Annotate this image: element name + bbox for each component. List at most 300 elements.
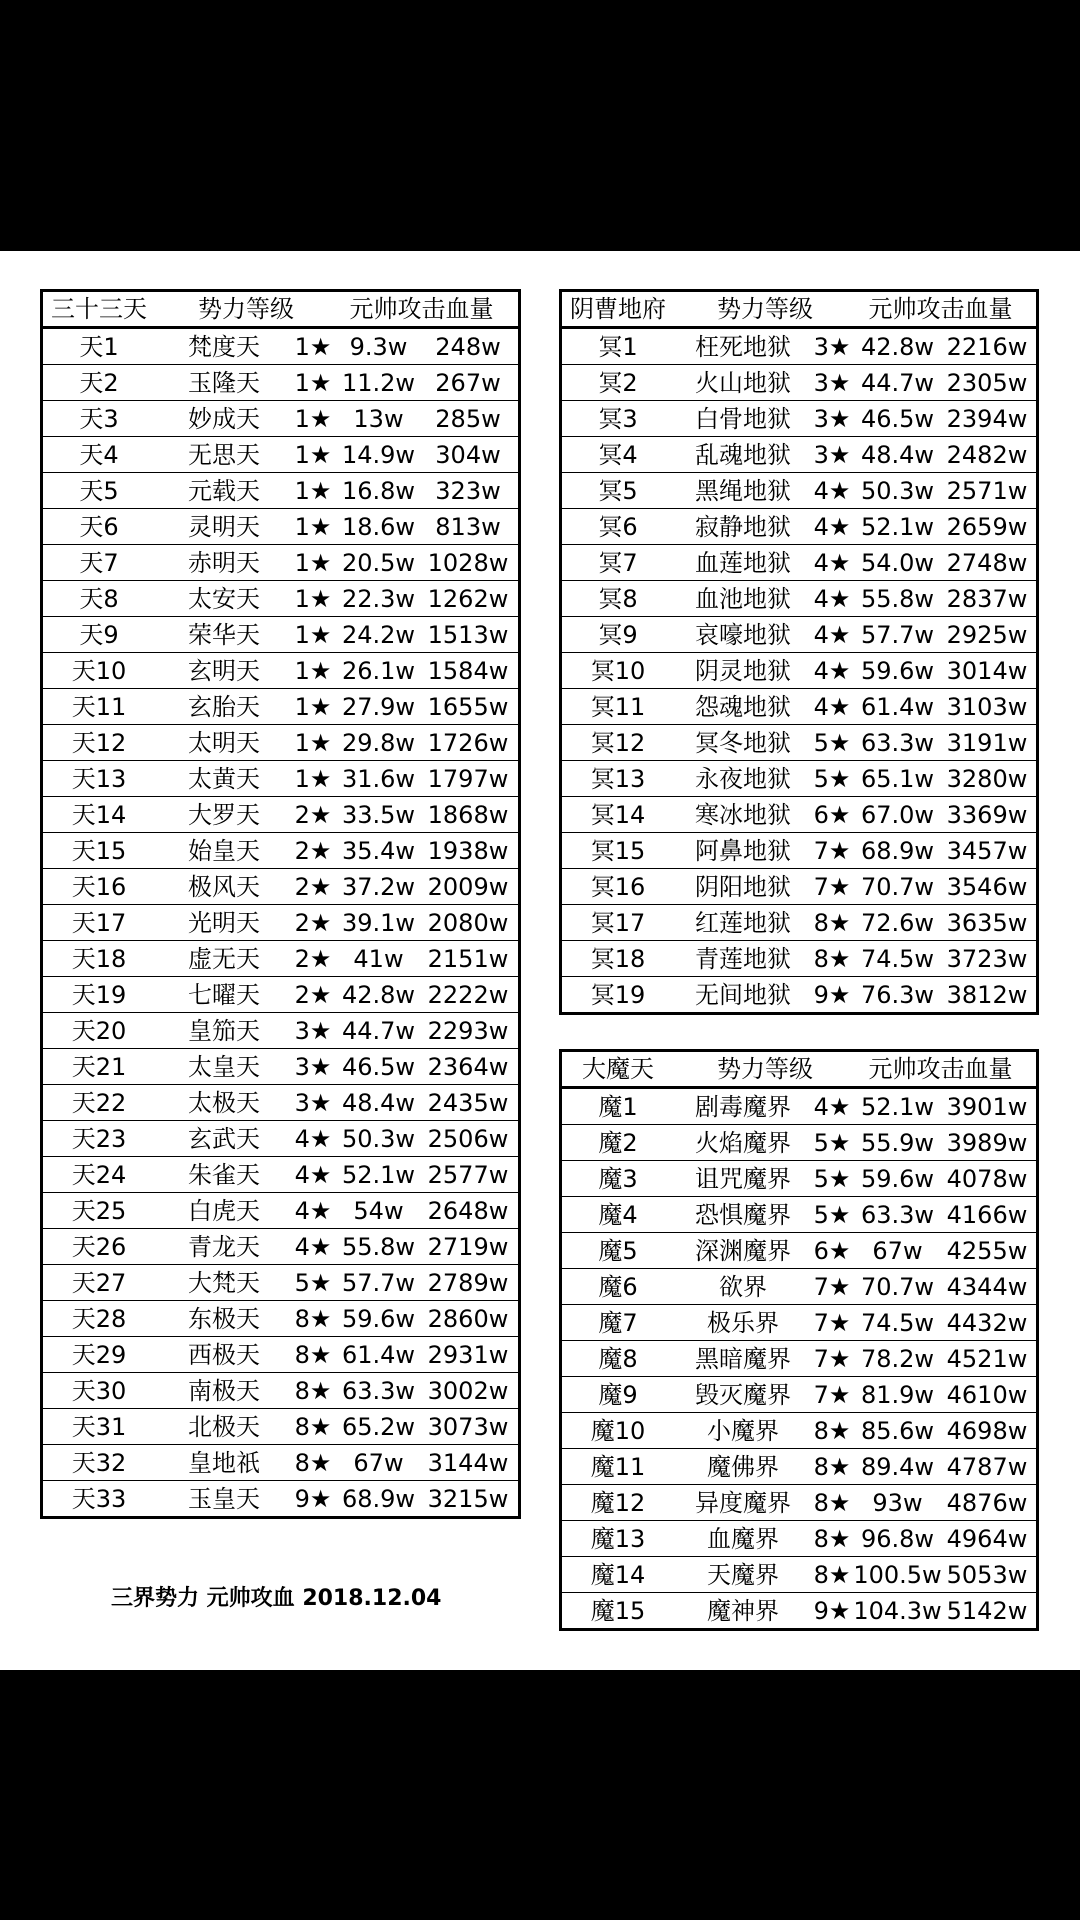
table-row [562, 796, 1036, 832]
marshal-hp: 3901w [946, 1092, 1028, 1121]
force-level: 5★ [813, 764, 851, 793]
realm-name: 永夜地狱 [695, 764, 791, 793]
realm-name: 大梵天 [188, 1268, 260, 1297]
realm-id: 冥19 [590, 980, 646, 1009]
table-row [562, 724, 1036, 760]
marshal-attack: 44.7w [341, 1016, 416, 1045]
table-row [43, 1480, 518, 1516]
realm-name: 青莲地狱 [695, 944, 791, 973]
marshal-attack: 70.7w [860, 1272, 935, 1301]
marshal-attack: 54w [353, 1196, 404, 1225]
marshal-hp: 2837w [946, 584, 1028, 613]
realm-id: 魔8 [598, 1344, 638, 1373]
realm-name: 玉皇天 [188, 1484, 260, 1513]
realm-id: 魔12 [590, 1488, 646, 1517]
table-row [43, 1120, 518, 1156]
force-level: 5★ [813, 1128, 851, 1157]
table-row [562, 1520, 1036, 1556]
marshal-attack: 46.5w [860, 404, 935, 433]
realm-name: 阿鼻地狱 [695, 836, 791, 865]
table-row [43, 832, 518, 868]
realm-name: 枉死地狱 [695, 332, 791, 361]
force-level: 8★ [813, 1452, 851, 1481]
table-row [562, 1484, 1036, 1520]
force-level: 8★ [294, 1412, 332, 1441]
marshal-hp: 4698w [946, 1416, 1028, 1445]
table-row [43, 400, 518, 436]
marshal-attack: 104.3w [853, 1596, 942, 1625]
marshal-hp: 2659w [946, 512, 1028, 541]
marshal-hp: 4344w [946, 1272, 1028, 1301]
table-row [43, 688, 518, 724]
marshal-hp: 267w [435, 368, 501, 397]
marshal-attack: 59.6w [860, 656, 935, 685]
table-row [562, 1412, 1036, 1448]
realm-id: 天32 [71, 1448, 127, 1477]
table-row [562, 1124, 1036, 1160]
marshal-hp: 2364w [427, 1052, 509, 1081]
force-level: 4★ [813, 476, 851, 505]
marshal-hp: 2789w [427, 1268, 509, 1297]
marshal-attack: 55.9w [860, 1128, 935, 1157]
table-row [562, 364, 1036, 400]
force-level: 1★ [294, 440, 332, 469]
marshal-hp: 3014w [946, 656, 1028, 685]
realm-name: 异度魔界 [695, 1488, 791, 1517]
force-level: 7★ [813, 872, 851, 901]
table-row [562, 436, 1036, 472]
realm-id: 天4 [79, 440, 119, 469]
realm-id: 天6 [79, 512, 119, 541]
force-level: 8★ [294, 1304, 332, 1333]
realm-id: 冥10 [590, 656, 646, 685]
document-caption: 三界势力 元帅攻血 2018.12.04 [111, 1586, 442, 1611]
marshal-hp: 2394w [946, 404, 1028, 433]
table-row [562, 328, 1036, 364]
force-level: 8★ [813, 1524, 851, 1553]
force-level: 3★ [813, 404, 851, 433]
marshal-attack: 57.7w [860, 620, 935, 649]
realm-id: 天1 [79, 332, 119, 361]
force-level: 8★ [813, 944, 851, 973]
realm-id: 天27 [71, 1268, 127, 1297]
marshal-attack: 9.3w [349, 332, 408, 361]
table-row [43, 1444, 518, 1480]
realm-id: 冥18 [590, 944, 646, 973]
marshal-attack: 31.6w [341, 764, 416, 793]
table-demon-realm [559, 1049, 1039, 1631]
marshal-hp: 3103w [946, 692, 1028, 721]
table-row [562, 976, 1036, 1012]
realm-name: 极乐界 [707, 1308, 779, 1337]
realm-id: 冥2 [598, 368, 638, 397]
realm-name: 光明天 [188, 908, 260, 937]
realm-id: 冥11 [590, 692, 646, 721]
table-row [562, 1196, 1036, 1232]
realm-id: 天14 [71, 800, 127, 829]
marshal-hp: 2719w [427, 1232, 509, 1261]
marshal-hp: 2931w [427, 1340, 509, 1369]
marshal-hp: 285w [435, 404, 501, 433]
realm-id: 冥1 [598, 332, 638, 361]
realm-name: 玄武天 [188, 1124, 260, 1153]
realm-name: 欲界 [719, 1272, 767, 1301]
marshal-hp: 3989w [946, 1128, 1028, 1157]
table-row [43, 1300, 518, 1336]
table-row [562, 1448, 1036, 1484]
realm-id: 天10 [71, 656, 127, 685]
realm-id: 魔3 [598, 1164, 638, 1193]
realm-name: 血魔界 [707, 1524, 779, 1553]
marshal-attack: 63.3w [860, 728, 935, 757]
realm-id: 天11 [71, 692, 127, 721]
table-row [43, 508, 518, 544]
force-level: 2★ [294, 800, 332, 829]
realm-name: 恐惧魔界 [695, 1200, 791, 1229]
realm-id: 天18 [71, 944, 127, 973]
table-row [562, 904, 1036, 940]
marshal-hp: 1655w [427, 692, 509, 721]
attack-hp-header: 元帅攻击血量 [868, 1055, 1013, 1083]
realm-id: 天23 [71, 1124, 127, 1153]
realm-name: 七曜天 [188, 980, 260, 1009]
realm-id: 魔11 [590, 1452, 646, 1481]
table-row [43, 940, 518, 976]
realm-name: 阴阳地狱 [695, 872, 791, 901]
realm-id: 魔9 [598, 1380, 638, 1409]
marshal-hp: 3369w [946, 800, 1028, 829]
marshal-attack: 74.5w [860, 944, 935, 973]
marshal-hp: 1797w [427, 764, 509, 793]
realm-name: 极风天 [188, 872, 260, 901]
marshal-hp: 4166w [946, 1200, 1028, 1229]
marshal-hp: 2925w [946, 620, 1028, 649]
marshal-hp: 2571w [946, 476, 1028, 505]
marshal-attack: 65.1w [860, 764, 935, 793]
realm-id: 冥15 [590, 836, 646, 865]
realm-id: 魔4 [598, 1200, 638, 1229]
realm-name: 血池地狱 [695, 584, 791, 613]
force-level: 8★ [813, 908, 851, 937]
table-row [562, 1160, 1036, 1196]
realm-id: 魔5 [598, 1236, 638, 1265]
marshal-attack: 33.5w [341, 800, 416, 829]
marshal-hp: 3144w [427, 1448, 509, 1477]
force-level: 4★ [813, 620, 851, 649]
realm-name: 红莲地狱 [695, 908, 791, 937]
realm-id: 天30 [71, 1376, 127, 1405]
realm-name: 太黄天 [188, 764, 260, 793]
marshal-attack: 16.8w [341, 476, 416, 505]
force-level: 4★ [813, 1092, 851, 1121]
realm-name: 毁灭魔界 [695, 1380, 791, 1409]
force-level: 1★ [294, 692, 332, 721]
realm-id: 魔1 [598, 1092, 638, 1121]
marshal-hp: 3812w [946, 980, 1028, 1009]
realm-name: 白虎天 [188, 1196, 260, 1225]
marshal-attack: 27.9w [341, 692, 416, 721]
marshal-hp: 2860w [427, 1304, 509, 1333]
table-row [562, 940, 1036, 976]
realm-id: 天20 [71, 1016, 127, 1045]
marshal-attack: 76.3w [860, 980, 935, 1009]
realm-id: 天8 [79, 584, 119, 613]
table-row [43, 580, 518, 616]
marshal-attack: 37.2w [341, 872, 416, 901]
marshal-attack: 35.4w [341, 836, 416, 865]
realm-name: 哀嚎地狱 [695, 620, 791, 649]
marshal-hp: 3635w [946, 908, 1028, 937]
force-level: 3★ [294, 1088, 332, 1117]
force-level: 3★ [813, 332, 851, 361]
force-level: 8★ [294, 1376, 332, 1405]
realm-id: 天17 [71, 908, 127, 937]
realm-id: 魔15 [590, 1596, 646, 1625]
table-row [43, 1192, 518, 1228]
table-row [43, 436, 518, 472]
force-level: 4★ [294, 1196, 332, 1225]
force-level: 1★ [294, 620, 332, 649]
marshal-attack: 14.9w [341, 440, 416, 469]
marshal-hp: 813w [435, 512, 501, 541]
attack-hp-header: 元帅攻击血量 [868, 295, 1013, 323]
realm-name: 玄明天 [188, 656, 260, 685]
table-header-row [562, 292, 1036, 328]
realm-id: 魔10 [590, 1416, 646, 1445]
marshal-attack: 70.7w [860, 872, 935, 901]
realm-name: 皇地祇 [188, 1448, 260, 1477]
force-level: 2★ [294, 944, 332, 973]
realm-name: 虚无天 [188, 944, 260, 973]
realm-name: 太皇天 [188, 1052, 260, 1081]
force-level: 4★ [294, 1232, 332, 1261]
realm-id: 魔13 [590, 1524, 646, 1553]
table-row [562, 868, 1036, 904]
marshal-hp: 4078w [946, 1164, 1028, 1193]
realm-id: 冥16 [590, 872, 646, 901]
realm-name: 魔佛界 [707, 1452, 779, 1481]
force-level: 5★ [813, 1200, 851, 1229]
marshal-attack: 63.3w [341, 1376, 416, 1405]
table-row [562, 580, 1036, 616]
realm-id: 天29 [71, 1340, 127, 1369]
marshal-attack: 44.7w [860, 368, 935, 397]
table-title: 三十三天 [51, 295, 147, 323]
force-level: 7★ [813, 1344, 851, 1373]
marshal-attack: 48.4w [860, 440, 935, 469]
table-row [43, 1372, 518, 1408]
realm-id: 天28 [71, 1304, 127, 1333]
realm-name: 白骨地狱 [695, 404, 791, 433]
table-title: 大魔天 [582, 1055, 654, 1083]
marshal-hp: 248w [435, 332, 501, 361]
realm-id: 天26 [71, 1232, 127, 1261]
marshal-attack: 50.3w [341, 1124, 416, 1153]
realm-id: 天25 [71, 1196, 127, 1225]
marshal-hp: 2748w [946, 548, 1028, 577]
marshal-attack: 81.9w [860, 1380, 935, 1409]
realm-name: 寒冰地狱 [695, 800, 791, 829]
realm-name: 南极天 [188, 1376, 260, 1405]
force-level: 1★ [294, 728, 332, 757]
table-row [43, 868, 518, 904]
realm-name: 大罗天 [188, 800, 260, 829]
marshal-hp: 4432w [946, 1308, 1028, 1337]
realm-name: 寂静地狱 [695, 512, 791, 541]
marshal-hp: 2648w [427, 1196, 509, 1225]
realm-id: 冥7 [598, 548, 638, 577]
realm-name: 玉隆天 [188, 368, 260, 397]
table-row [43, 724, 518, 760]
realm-id: 天21 [71, 1052, 127, 1081]
marshal-attack: 55.8w [860, 584, 935, 613]
marshal-hp: 1513w [427, 620, 509, 649]
realm-name: 妙成天 [188, 404, 260, 433]
force-level: 6★ [813, 1236, 851, 1265]
table-row [562, 1268, 1036, 1304]
marshal-attack: 48.4w [341, 1088, 416, 1117]
realm-name: 北极天 [188, 1412, 260, 1441]
table-header-row [562, 1052, 1036, 1088]
force-level: 8★ [813, 1488, 851, 1517]
realm-id: 天24 [71, 1160, 127, 1189]
marshal-hp: 3191w [946, 728, 1028, 757]
table-row [43, 364, 518, 400]
marshal-hp: 304w [435, 440, 501, 469]
realm-name: 怨魂地狱 [695, 692, 791, 721]
table-row [562, 688, 1036, 724]
table-row [43, 544, 518, 580]
realm-name: 剧毒魔界 [695, 1092, 791, 1121]
marshal-hp: 2482w [946, 440, 1028, 469]
force-level: 2★ [294, 872, 332, 901]
table-row [43, 1084, 518, 1120]
marshal-attack: 63.3w [860, 1200, 935, 1229]
marshal-hp: 5142w [946, 1596, 1028, 1625]
realm-name: 小魔界 [707, 1416, 779, 1445]
table-row [43, 1228, 518, 1264]
marshal-hp: 2577w [427, 1160, 509, 1189]
table-row [562, 832, 1036, 868]
table-row [43, 1264, 518, 1300]
realm-id: 天12 [71, 728, 127, 757]
marshal-attack: 59.6w [860, 1164, 935, 1193]
realm-id: 冥3 [598, 404, 638, 433]
marshal-hp: 4787w [946, 1452, 1028, 1481]
force-level: 3★ [294, 1052, 332, 1081]
marshal-attack: 93w [872, 1488, 923, 1517]
realm-name: 魔神界 [707, 1596, 779, 1625]
force-level: 1★ [294, 476, 332, 505]
table-row [562, 1592, 1036, 1628]
realm-name: 太安天 [188, 584, 260, 613]
table-underworld [559, 289, 1039, 1015]
realm-id: 天7 [79, 548, 119, 577]
marshal-hp: 4521w [946, 1344, 1028, 1373]
realm-id: 冥8 [598, 584, 638, 613]
force-level: 2★ [294, 980, 332, 1009]
marshal-hp: 1262w [427, 584, 509, 613]
table-heavens [40, 289, 521, 1519]
marshal-attack: 59.6w [341, 1304, 416, 1333]
marshal-attack: 54.0w [860, 548, 935, 577]
table-row [43, 652, 518, 688]
table-row [43, 976, 518, 1012]
level-header: 势力等级 [198, 295, 294, 323]
marshal-attack: 42.8w [341, 980, 416, 1009]
marshal-attack: 41w [353, 944, 404, 973]
marshal-attack: 72.6w [860, 908, 935, 937]
marshal-hp: 3280w [946, 764, 1028, 793]
marshal-hp: 1938w [427, 836, 509, 865]
force-level: 9★ [294, 1484, 332, 1513]
force-level: 4★ [813, 548, 851, 577]
force-level: 2★ [294, 836, 332, 865]
realm-id: 魔14 [590, 1560, 646, 1589]
realm-name: 朱雀天 [188, 1160, 260, 1189]
force-level: 4★ [294, 1160, 332, 1189]
realm-name: 西极天 [188, 1340, 260, 1369]
marshal-attack: 52.1w [860, 512, 935, 541]
marshal-attack: 11.2w [341, 368, 416, 397]
marshal-hp: 4255w [946, 1236, 1028, 1265]
marshal-hp: 3215w [427, 1484, 509, 1513]
force-level: 1★ [294, 584, 332, 613]
realm-id: 冥9 [598, 620, 638, 649]
table-row [43, 1048, 518, 1084]
table-row [43, 1336, 518, 1372]
force-level: 1★ [294, 764, 332, 793]
realm-id: 冥13 [590, 764, 646, 793]
force-level: 7★ [813, 1380, 851, 1409]
marshal-hp: 4876w [946, 1488, 1028, 1517]
level-header: 势力等级 [717, 1055, 813, 1083]
realm-name: 赤明天 [188, 548, 260, 577]
table-row [562, 1088, 1036, 1124]
force-level: 8★ [294, 1448, 332, 1477]
marshal-attack: 50.3w [860, 476, 935, 505]
marshal-hp: 3073w [427, 1412, 509, 1441]
marshal-hp: 2435w [427, 1088, 509, 1117]
force-level: 4★ [813, 512, 851, 541]
realm-name: 乱魂地狱 [695, 440, 791, 469]
realm-id: 天13 [71, 764, 127, 793]
realm-id: 天31 [71, 1412, 127, 1441]
marshal-attack: 85.6w [860, 1416, 935, 1445]
marshal-hp: 323w [435, 476, 501, 505]
force-level: 7★ [813, 836, 851, 865]
marshal-attack: 61.4w [860, 692, 935, 721]
realm-name: 无思天 [188, 440, 260, 469]
force-level: 1★ [294, 512, 332, 541]
table-row [562, 1232, 1036, 1268]
force-level: 4★ [813, 584, 851, 613]
realm-name: 皇笳天 [188, 1016, 260, 1045]
realm-id: 冥17 [590, 908, 646, 937]
marshal-hp: 3002w [427, 1376, 509, 1405]
marshal-hp: 2151w [427, 944, 509, 973]
marshal-hp: 4610w [946, 1380, 1028, 1409]
force-level: 3★ [294, 1016, 332, 1045]
table-row [562, 652, 1036, 688]
force-level: 4★ [294, 1124, 332, 1153]
realm-name: 灵明天 [188, 512, 260, 541]
realm-id: 魔2 [598, 1128, 638, 1157]
force-level: 1★ [294, 548, 332, 577]
realm-name: 血莲地狱 [695, 548, 791, 577]
marshal-attack: 67.0w [860, 800, 935, 829]
realm-id: 天16 [71, 872, 127, 901]
